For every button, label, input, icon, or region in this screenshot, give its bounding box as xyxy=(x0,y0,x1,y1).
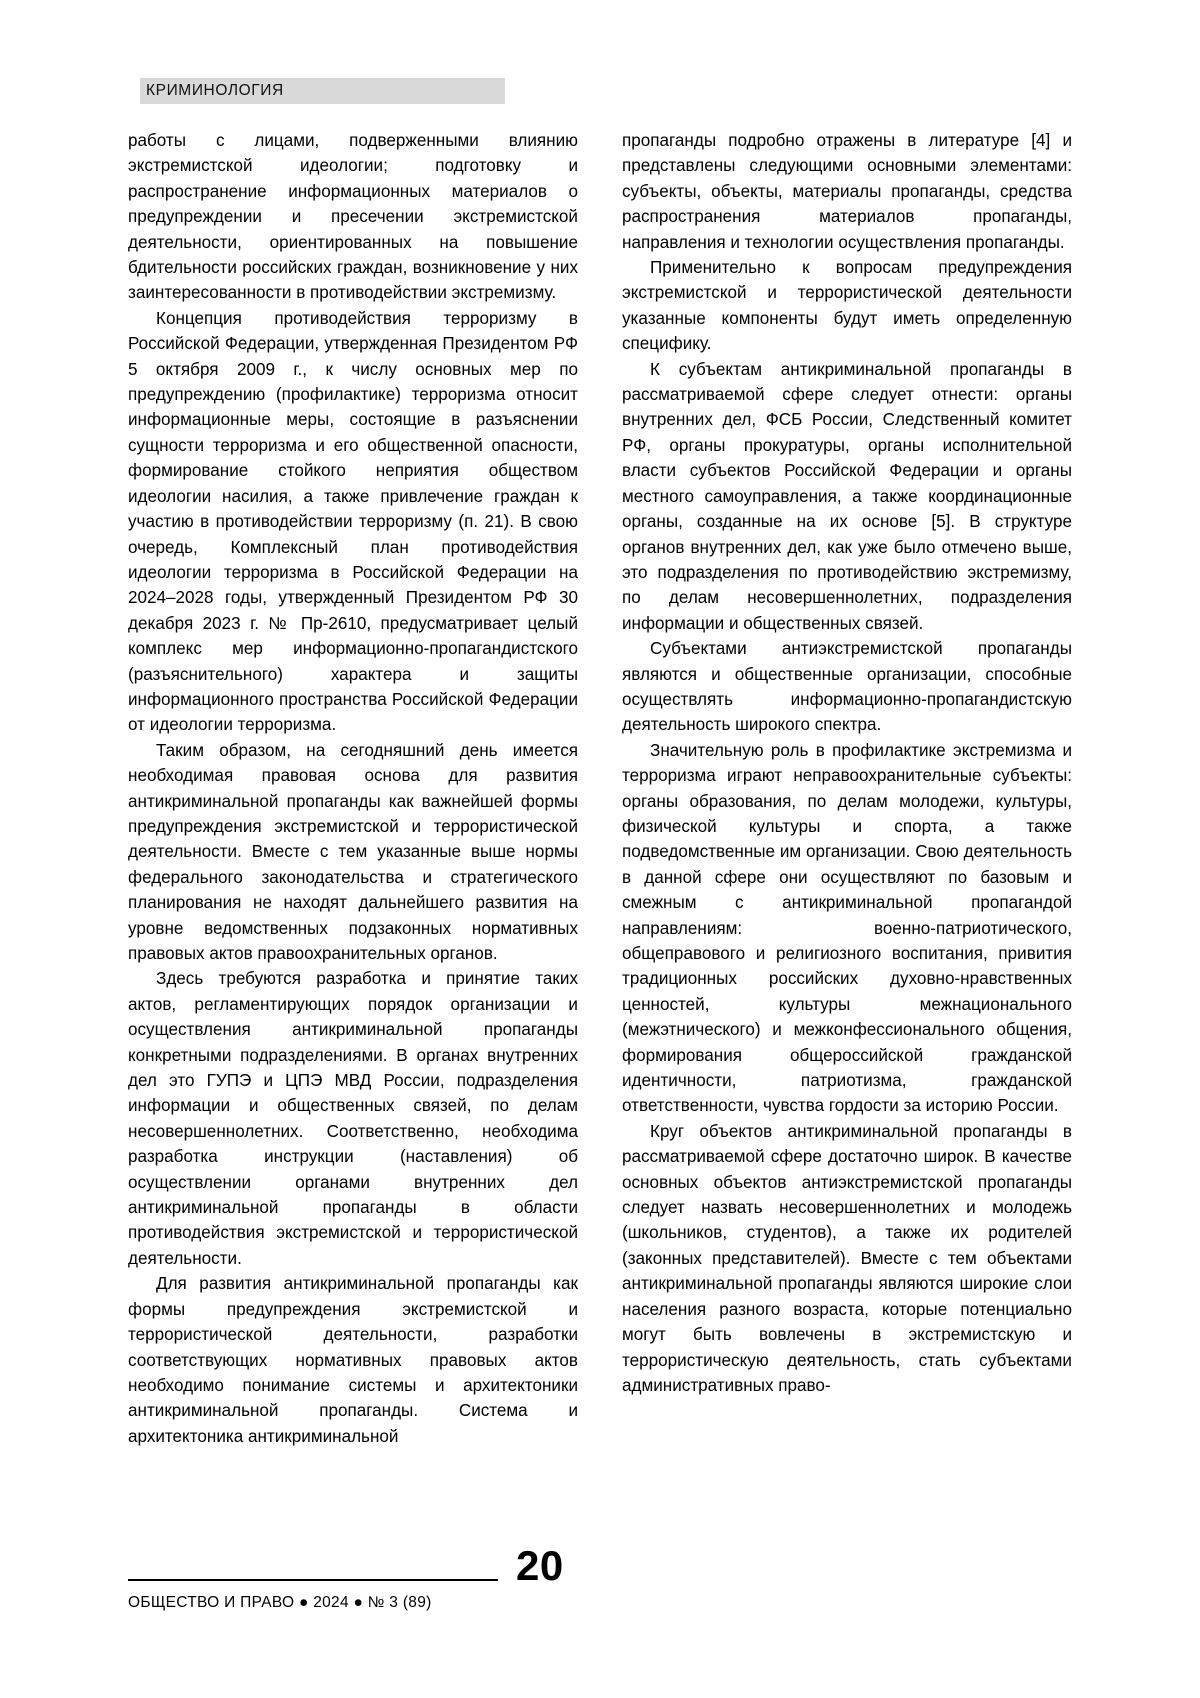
footer-divider xyxy=(128,1579,498,1581)
section-header-title: КРИМИНОЛОГИЯ xyxy=(146,82,284,99)
paragraph: Концепция противодействия терроризму в Российской Федерации, утвержденная Президентом РФ 5 октября 2009 г., к числу основных мер по предупреждению (профилактике) терроризма относит информационные меры, состоящие в разъяснении сущности терроризма и его общественной опасности, формирование стойкого неприятия обществом идеологии насилия, а также привлечение граждан к участию в противодействии терроризму (п. 21). В свою очередь, Комплексный план противодействия идеологии терроризма в Российской Федерации на 2024–2028 годы, утвержденный Президентом РФ 30 декабря 2023 г. № Пр-2610, предусматривает целый комплекс мер информационно-пропагандистского (разъяснительного) характера и защиты информационного пространства Российской Федерации от идеологии терроризма. xyxy=(128,308,578,735)
paragraph: Таким образом, на сегодняшний день имеется необходимая правовая основа для развития антикриминальной пропаганды как важнейшей формы предупреждения экстремистской и террористической деятельности. Вместе с тем указанные выше нормы федерального законодательства и стратегического планирования не находят дальнейшего развития на уровне ведомственных подзаконных нормативных правовых актов правоохранительных органов. xyxy=(128,740,578,963)
paragraph: К субъектам антикриминальной пропаганды в рассматриваемой сфере следует отнести: органы внутренних дел, ФСБ России, Следственный комитет РФ, органы прокуратуры, органы исполнительной власти субъектов Российской Федерации и органы местного самоуправления, а также координационные органы, созданные на их основе [5]. В структуре органов внутренних дел, как уже было отмечено выше, это подразделения по противодействию экстремизму, по делам несовершеннолетних, подразделения информации и общественных связей. xyxy=(622,359,1072,633)
paragraph: пропаганды подробно отражены в литературе [4] и представлены следующими основными элементами: субъекты, объекты, материалы пропаганды, средства распространения материалов пропаганды, направления и технологии осуществления пропаганды. xyxy=(622,131,1072,252)
paragraph: Субъектами антиэкстремистской пропаганды являются и общественные организации, способные осуществлять информационно-пропагандистскую деятельность широкого спектра. xyxy=(622,639,1072,735)
paragraph: Круг объектов антикриминальной пропаганды в рассматриваемой сфере достаточно широк. В качестве основных объектов антиэкстремистской пропаганды следует назвать несовершеннолетних и молодежь (школьников, студентов), а также их родителей (законных представителей). Вместе с тем объектами антикриминальной пропаганды являются широкие слои населения разного возраста, которые потенциально могут быть вовлечены в экстремистскую и террористическую деятельность, стать субъектами административных право- xyxy=(622,1121,1072,1395)
left-column xyxy=(128,128,578,1449)
paragraph: работы с лицами, подверженными влиянию экстремистской идеологии; подготовку и распространение информационных материалов о предупреждении и пресечении экстремистской деятельности, ориентированных на повышение бдительности российских граждан, возникновение у них заинтересованности в противодействии экстремизму. xyxy=(128,131,578,303)
paragraph: Значительную роль в профилактике экстремизма и терроризма играют неправоохранительные субъекты: органы образования, по делам молодежи, культуры, физической культуры и спорта, а также подведомственные им организации. Свою деятельность в данной сфере они осуществляют по базовым и смежным с антикриминальной пропагандой направлениям: военно-патриотического, общеправового и религиозного воспитания, привития традиционных российских духовно-нравственных ценностей, культуры межнационального (межэтнического) и межконфессионального общения, формирования общероссийской гражданской идентичности, патриотизма, гражданской ответственности, чувства гордости за историю России. xyxy=(622,740,1072,1116)
right-column xyxy=(622,128,1072,1449)
paragraph: Здесь требуются разработка и принятие таких актов, регламентирующих порядок организации и осуществления антикриминальной пропаганды конкретными подразделениями. В органах внутренних дел это ГУПЭ и ЦПЭ МВД России, подразделения информации и общественных связей, по делам несовершеннолетних. Соответственно, необходима разработка инструкции (наставления) об осуществлении органами внутренних дел антикриминальной пропаганды в области противодействия экстремистской и террористической деятельности. xyxy=(128,969,578,1268)
page-number: 20 xyxy=(516,1542,564,1589)
two-column-body xyxy=(128,128,1072,1449)
journal-footer-text: ОБЩЕСТВО И ПРАВО ● 2024 ● № 3 (89) xyxy=(128,1594,432,1611)
paragraph: Для развития антикриминальной пропаганды как формы предупреждения экстремистской и террористической деятельности, разработки соответствующих нормативных правовых актов необходимо понимание системы и архитектоники антикриминальной пропаганды. Система и архитектоника антикриминальной xyxy=(128,1274,578,1446)
paragraph: Применительно к вопросам предупреждения экстремистской и террористической деятельности указанные компоненты будут иметь определенную специфику. xyxy=(622,258,1072,354)
